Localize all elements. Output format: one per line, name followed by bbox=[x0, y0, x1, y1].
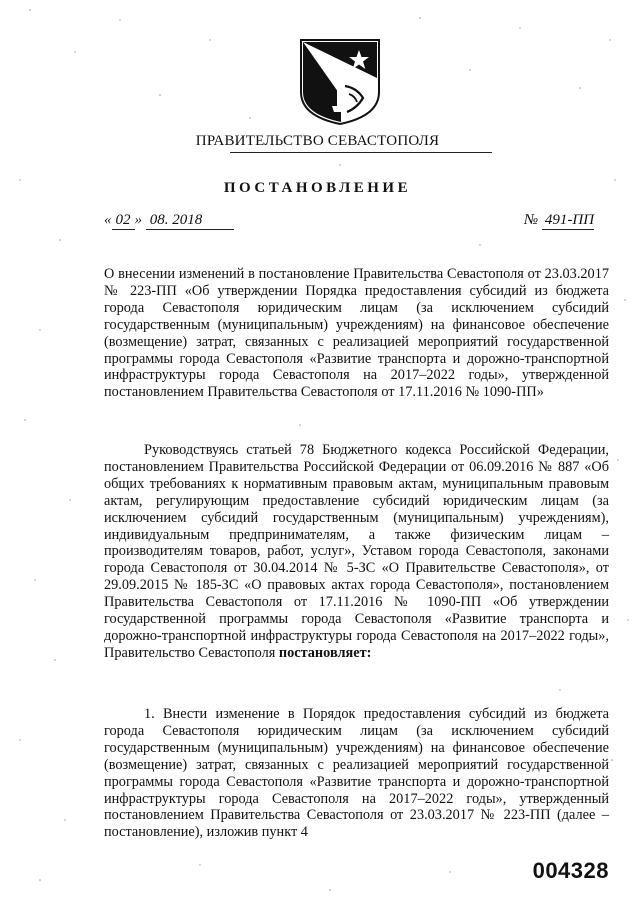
serial-number: 004328 bbox=[532, 858, 609, 883]
number-sign: № bbox=[524, 212, 539, 228]
number-value: 491-ПП bbox=[542, 212, 594, 230]
date-day: 02 bbox=[112, 212, 135, 230]
title-underline bbox=[230, 152, 492, 153]
date-month-year: 08. 2018 bbox=[146, 212, 234, 230]
date-quote-open: « bbox=[104, 212, 112, 228]
document-type: ПОСТАНОВЛЕНИЕ bbox=[223, 180, 412, 196]
date-quote-close: » bbox=[134, 212, 142, 228]
preamble-decree-word: постановляет: bbox=[278, 644, 372, 661]
item-1-paragraph: 1. Внести изменение в Порядок предоставления субсидий из бюджета города Севастополя юридическим лицам (за исключением субсидий государственным (муниципальным) учреждениям) на финансовое обеспечение (возмещение) затрат, связанных с реализацией мероприятий государственной программы города Севастополя «Развитие транспорта и дорожно-транспортной инфраструктуры города Севастополя на 2017–2022 годы», утвержденный постановлением Правительства Севастополя от 23.03.2017 № 223-ПП (далее – постановление), изложив пункт 4 bbox=[104, 706, 609, 841]
government-title: ПРАВИТЕЛЬСТВО СЕВАСТОПОЛЯ bbox=[195, 133, 440, 149]
title-paragraph: О внесении изменений в постановление Правительства Севастополя от 23.03.2017 № 223-ПП «Об утверждении Порядка предоставления субсидий из бюджета города Севастополя юридическим лицам (за исключением субсидий государственным (муниципальным) учреждениям) на финансовое обеспечение (возмещение) затрат, связанных с реализацией мероприятий государственной программы города Севастополя «Развитие транспорта и дорожно-транспортной инфраструктуры города Севастополя на 2017–2022 годы», утвержденной постановлением Правительства Севастополя от 17.11.2016 № 1090-ПП» bbox=[104, 266, 609, 401]
sevastopol-coat-of-arms-icon bbox=[297, 36, 383, 126]
preamble-paragraph bbox=[104, 442, 609, 662]
document-date bbox=[104, 212, 234, 230]
preamble-text: Руководствуясь статьей 78 Бюджетного кодекса Российской Федерации, постановлением Правительства Российской Федерации от 06.09.2016 № 887 «Об общих требованиях к нормативным правовым актам, муниципальным правовым актам, регулирующим предоставление субсидий юридическим лицам (за исключением субсидий государственным (муниципальным) учреждениям), индивидуальным предпринимателям, а также физическим лицам – производителям товаров, работ, услуг», Уставом города Севастополя, законами города Севастополя от 30.04.2014 № 5-ЗС «О Правительстве Севастополя», от 29.09.2015 № 185-ЗС «О правовых актах города Севастополя», постановлением Правительства Севастополя от 17.11.2016 № 1090-ПП «Об утверждении государственной программы города Севастополя «Развитие транспорта и дорожно-транспортной инфраструктуры города Севастополя на 2017–2022 годы», Правительство Севастополя bbox=[104, 442, 609, 661]
document-number bbox=[524, 212, 594, 230]
